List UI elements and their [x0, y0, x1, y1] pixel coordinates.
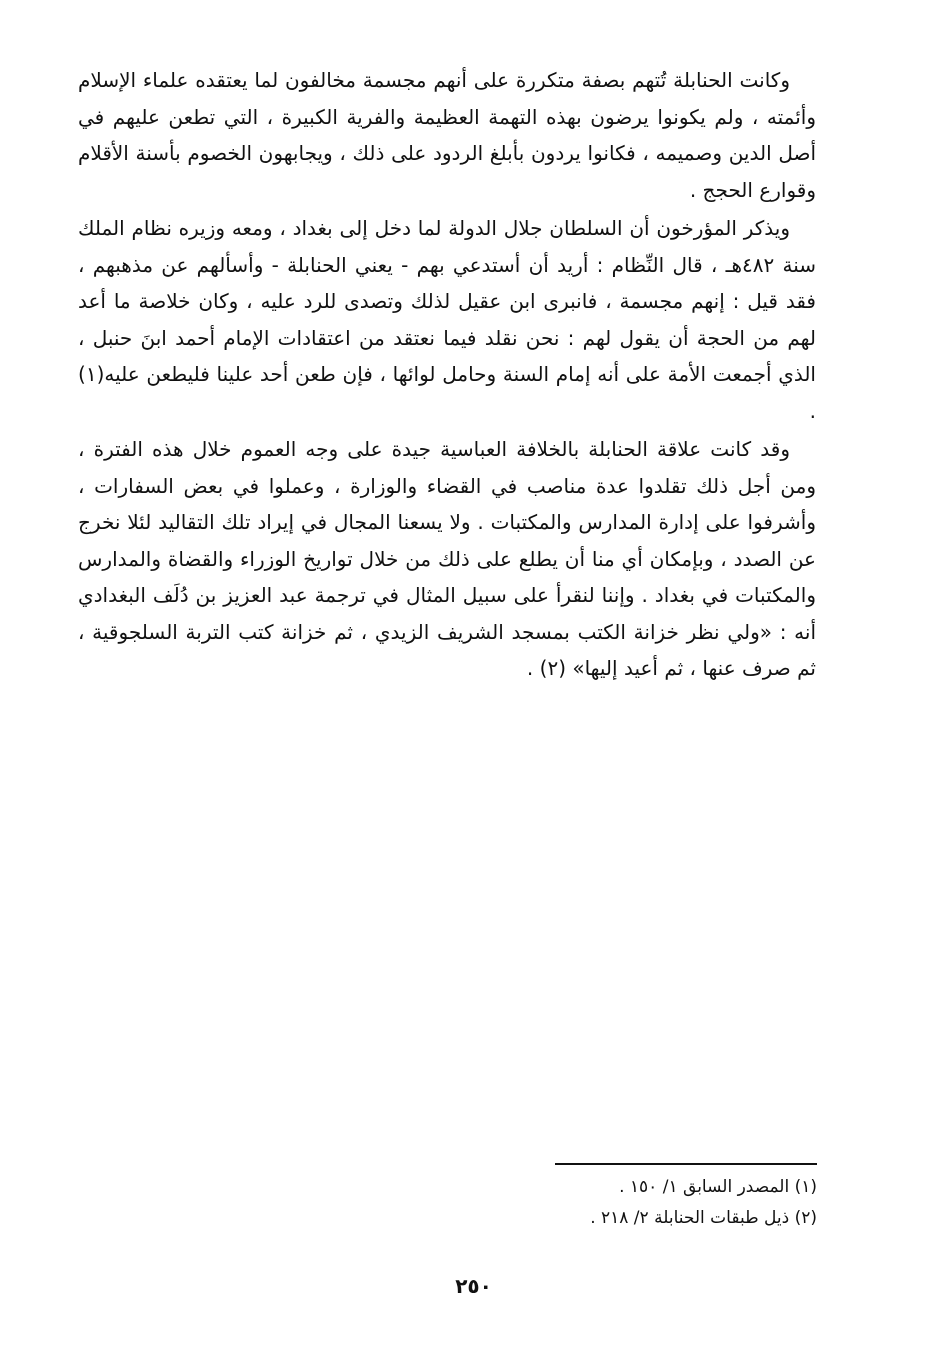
paragraph-nizam-al-mulk: ويذكر المؤرخون أن السلطان جلال الدولة لما دخل إلى بغداد ، ومعه وزيره نظام الملك سنة ٤٨٢هـ ، قال النِّظام : أريد أن أستدعي بهم - يعني الحنابلة - وأسألهم عن مذهبهم ، فقد قيل : إنهم مجسمة ، فانبرى ابن عقيل لذلك وتصدى للرد عليه ، وكان خلاصة ما أعد لهم من الحجة أن يقول لهم : نحن نقلد فيما نعتقد من اعتقادات الإمام أحمد ابنَ حنبل ، الذي أجمعت الأمة على أنه إمام السنة وحامل لوائها ، فإن طعن أحد علينا فليطعن عليه(١) .: [78, 216, 816, 423]
footnote-separator: [555, 1163, 817, 1165]
footnote-2: (٢) ذيل طبقات الحنابلة ٢/ ٢١٨ .: [590, 1208, 817, 1228]
main-text: [78, 62, 816, 689]
footnote-1: (١) المصدر السابق ١/ ١٥٠ .: [619, 1177, 817, 1197]
page-number: ٢٥٠: [455, 1274, 492, 1298]
paragraph-abbasid-relations: وقد كانت علاقة الحنابلة بالخلافة العباسية جيدة على وجه العموم خلال هذه الفترة ، ومن أجل ذلك تقلدوا عدة مناصب في القضاء والوزارة ، وعملوا في بعض السفارات ، وأشرفوا على إدارة المدارس والمكتبات . ولا يسعنا المجال في إيراد تلك التقاليد لئلا نخرج عن الصدد ، وبإمكان أي منا أن يطلع على ذلك من خلال تواريخ الوزراء والقضاة والمدارس والمكتبات في بغداد . وإننا لنقرأ على سبيل المثال في ترجمة عبد العزيز بن دُلَف البغدادي أنه : «ولي نظر خزانة الكتب بمسجد الشريف الزيدي ، ثم خزانة كتب التربة السلجوقية ، ثم صرف عنها ، ثم أعيد إليها» (٢) .: [78, 437, 816, 680]
paragraph-hanabila-accusation: وكانت الحنابلة تُتهم بصفة متكررة على أنهم مجسمة مخالفون لما يعتقده علماء الإسلام وأئمته ، ولم يكونوا يرضون بهذه التهمة العظيمة والفرية الكبيرة ، التي تطعن عليهم في أصل الدين وصميمه ، فكانوا يردون بأبلغ الردود على ذلك ، ويجابهون الخصوم بأسنة الأقلام وقوارع الحجج .: [78, 68, 816, 202]
footnotes: [400, 1172, 817, 1234]
